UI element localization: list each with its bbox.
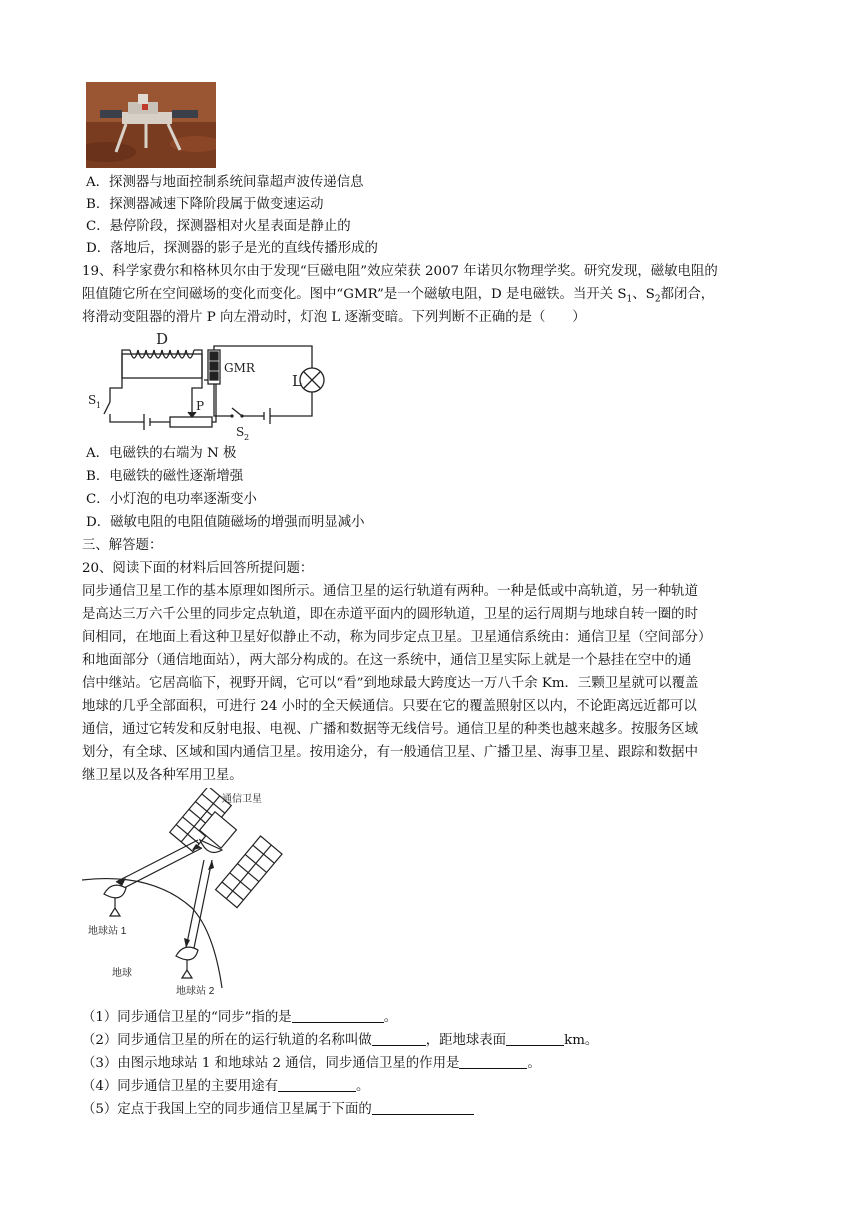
figure-label-earth: 地球 [112,968,132,979]
q19-stem-line-1: 19、科学家费尔和格林贝尔由于发现“巨磁电阻”效应荣获 2007 年诺贝尔物理学奖。研究发现，磁敏电阻的 [82,264,718,279]
circuit-label-d: D [156,330,169,348]
q20-passage-line: 通信，通过它转发和反射电报、电视、广播和数据等无线信号。通信卫星的种类也越来越多。按服务区域 [82,722,698,737]
circuit-label-s2: S [236,425,245,439]
answer-blank[interactable] [459,1054,527,1069]
q19-stem-line-2: 阻值随它所在空间磁场的变化而变化。图中“GMR”是一个磁敏电阻，D 是电磁铁。当开关 $S_1$、$S_2$都闭合， [82,287,715,305]
q20-passage-line: 划分，有全球、区域和国内通信卫星。按用途分，有一般通信卫星、广播卫星、海事卫星、跟踪和数据中 [82,745,698,760]
q20-question-5: （5）定点于我国上空的同步通信卫星属于下面的 [82,1099,474,1121]
answer-blank[interactable] [278,1077,356,1092]
q18-option-d: D．落地后，探测器的影子是光的直线传播形成的 [86,241,378,256]
circuit-label-s1-sub: 1 [96,401,102,410]
electromagnet-circuit-diagram [82,330,352,440]
q20-passage-line: 继卫星以及各种军用卫星。 [82,768,243,783]
q20-passage-line: 地球的几乎全部面积，可进行 24 小时的全天候通信。只要在它的覆盖照射区以内，不论距离远近都可以 [82,699,697,714]
answer-blank[interactable] [372,1100,474,1115]
q20-passage-line: 信中继站。它居高临下，视野开阔，它可以“看”到地球最大跨度达一万八千余 Km．三颗卫星就可以覆盖 [82,676,699,691]
circuit-label-l: L [292,372,302,390]
q19-option-c: C．小灯泡的电功率逐渐变小 [86,492,257,507]
mars-lander-photo [86,82,216,168]
q19-option-d: D．磁敏电阻的电阻值随磁场的增强而明显减小 [86,515,365,530]
figure-label-station-2: 地球站 2 [176,986,215,997]
q20-passage-line: 间相同，在地面上看这种卫星好似静止不动，称为同步定点卫星。卫星通信系统由：通信卫星（空间部分） [82,630,712,645]
q20-passage-line: 和地面部分（通信地面站），两大部分构成的。在这一系统中，通信卫星实际上就是一个悬挂在空中的通 [82,653,692,668]
answer-blank[interactable] [506,1031,564,1046]
q18-option-a: A．探测器与地面控制系统间靠超声波传递信息 [86,175,364,190]
section-heading: 三、解答题： [82,538,163,553]
circuit-label-s2-sub: 2 [244,433,250,440]
circuit-label-s1: S [88,393,97,407]
figure-label-satellite: 通信卫星 [222,794,262,805]
q19-stem-line-3: 将滑动变阻器的滑片 P 向左滑动时，灯泡 L 逐渐变暗。下列判断不正确的是（ ） [82,310,586,325]
circuit-label-p: P [196,399,205,413]
q18-option-c: C．悬停阶段，探测器相对火星表面是静止的 [86,219,351,234]
circuit-label-gmr: GMR [224,361,255,375]
answer-blank[interactable] [292,1008,384,1023]
q19-option-b: B．电磁铁的磁性逐渐增强 [86,469,244,484]
q20-question-3: （3）由图示地球站 1 和地球站 2 通信，同步通信卫星的作用是 。 [82,1056,541,1071]
figure-label-station-1: 地球站 1 [88,926,127,937]
q20-question-2: （2）同步通信卫星的所在的运行轨道的名称叫做 ，距地球表面 km。 [82,1033,599,1048]
q20-passage-line: 是高达三万六千公里的同步定点轨道，即在赤道平面内的圆形轨道，卫星的运行周期与地球自转一圈的时 [82,607,698,622]
answer-blank[interactable] [372,1031,426,1046]
q20-question-1: （1）同步通信卫星的“同步”指的是 。 [82,1010,398,1025]
q19-option-a: A．电磁铁的右端为 N 极 [86,446,237,461]
satellite-communication-diagram [82,788,302,1000]
q20-intro: 20、阅读下面的材料后回答所提问题： [82,561,314,576]
q20-question-4: （4）同步通信卫星的主要用途有 。 [82,1079,370,1094]
q18-option-b: B．探测器减速下降阶段属于做变速运动 [86,197,324,212]
q20-passage-line: 同步通信卫星工作的基本原理如图所示。通信卫星的运行轨道有两种。一种是低或中高轨道，另一种轨道 [82,584,698,599]
